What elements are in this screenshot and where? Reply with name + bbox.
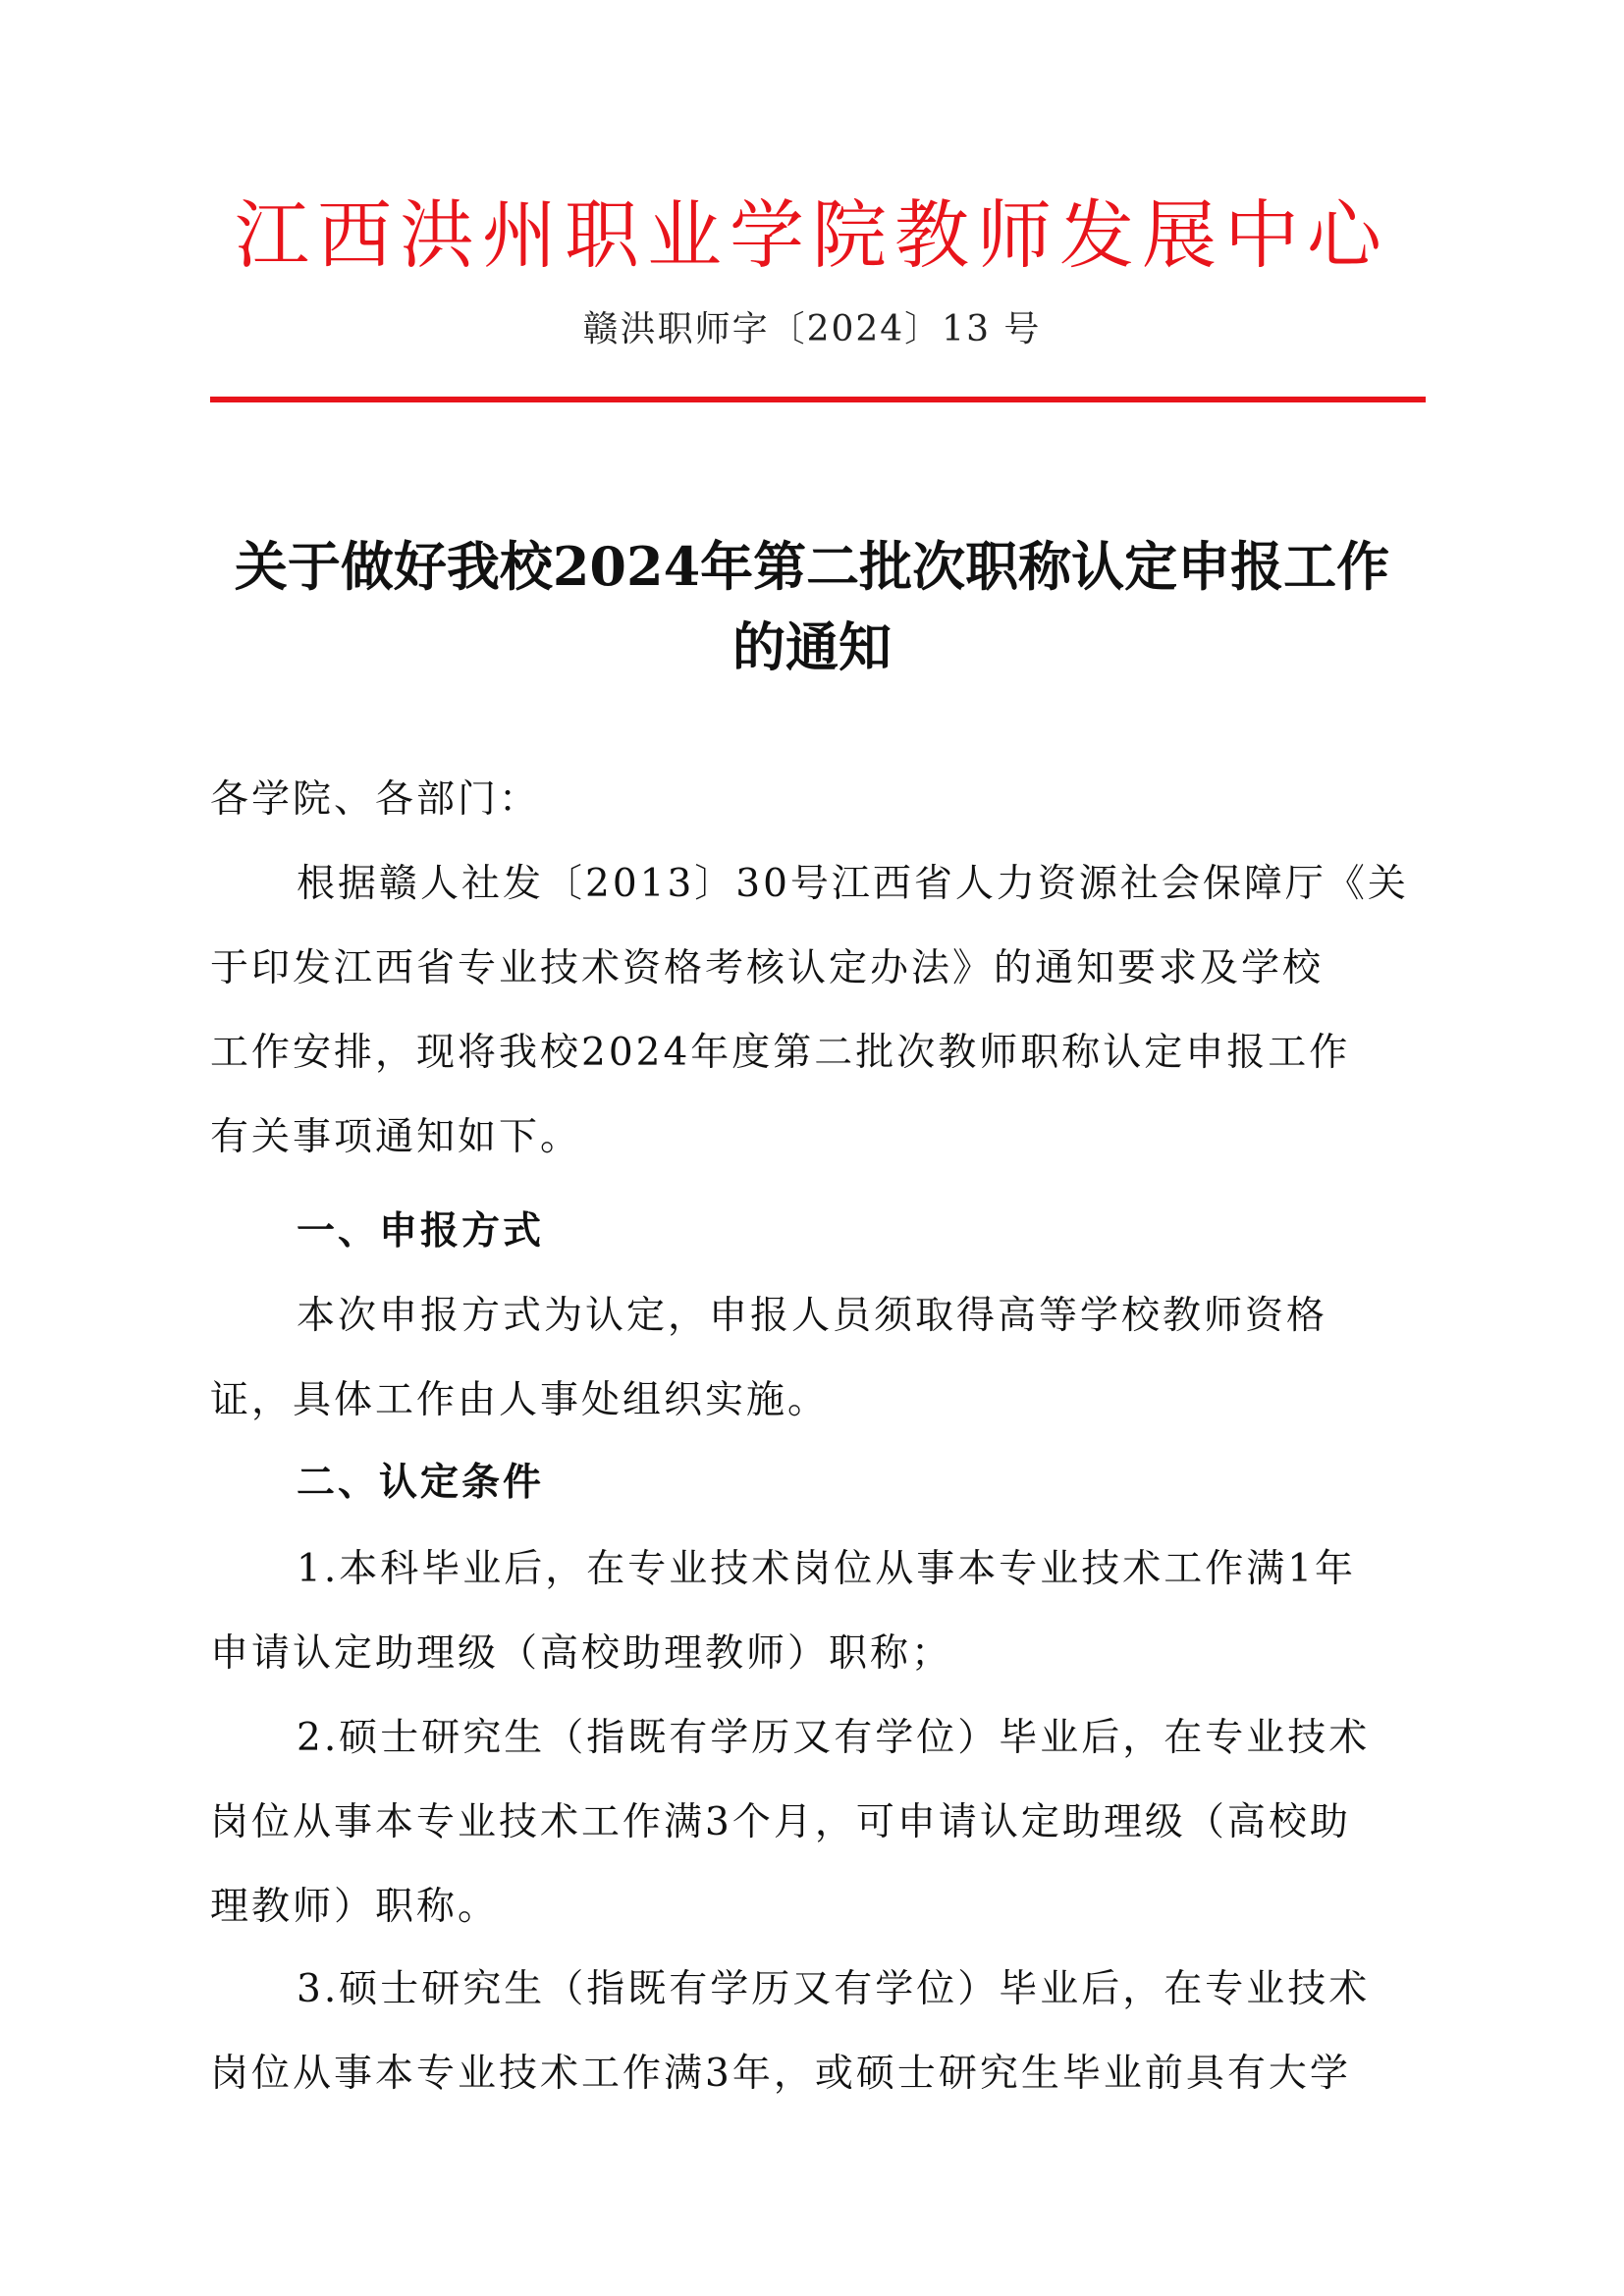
section-heading-application-method: [210, 1190, 1428, 1274]
paragraph-line: 1.本科毕业后，在专业技术岗位从事本专业技术工作满1年: [297, 1547, 1357, 1591]
paragraph-line: 本次申报方式为认定，申报人员须取得高等学校教师资格: [297, 1294, 1328, 1338]
salutation-text: 各学院、各部门：: [210, 777, 541, 822]
condition-item-1: [210, 1527, 1428, 1696]
paragraph-line: 岗位从事本专业技术工作满3年，或硕士研究生毕业前具有大学: [210, 2052, 1351, 2096]
section-heading-text: 二、认定条件: [297, 1461, 545, 1505]
section-heading-conditions: [210, 1441, 1428, 1525]
paragraph-line: 理教师）职称。: [210, 1885, 500, 1929]
paragraph-line: 证，具体工作由人事处组织实施。: [210, 1378, 830, 1422]
paragraph-line: 申请认定助理级（高校助理教师）职称；: [210, 1631, 953, 1676]
paragraph-line: 2.硕士研究生（指既有学历又有学位）毕业后，在专业技术: [297, 1716, 1371, 1760]
salutation: [210, 758, 1428, 842]
section-heading-text: 一、申报方式: [297, 1209, 545, 1254]
paragraph-line: 根据赣人社发〔2013〕30号江西省人力资源社会保障厅《关: [297, 862, 1409, 906]
notice-title-line-1: 关于做好我校2024年第二批次职称认定申报工作: [234, 535, 1390, 598]
notice-title: [196, 526, 1428, 687]
paragraph-line: 3.硕士研究生（指既有学历又有学位）毕业后，在专业技术: [297, 1967, 1371, 2011]
notice-title-line-2: 的通知: [732, 615, 892, 678]
application-method-paragraph: [210, 1274, 1428, 1443]
document-number: 赣洪职师字〔2024〕13 号: [582, 309, 1042, 349]
intro-paragraph: [210, 842, 1428, 1180]
condition-item-2: [210, 1696, 1428, 1949]
paragraph-line: 工作安排，现将我校2024年度第二批次教师职称认定申报工作: [210, 1031, 1351, 1075]
organization-title: 江西洪州职业学院教师发展中心: [235, 191, 1389, 279]
condition-item-3: [210, 1948, 1428, 2116]
paragraph-line: 于印发江西省专业技术资格考核认定办法》的通知要求及学校: [210, 946, 1325, 990]
paragraph-line: 岗位从事本专业技术工作满3个月，可申请认定助理级（高校助: [210, 1800, 1351, 1844]
red-divider-line: [210, 397, 1426, 402]
paragraph-line: 有关事项通知如下。: [210, 1115, 582, 1159]
